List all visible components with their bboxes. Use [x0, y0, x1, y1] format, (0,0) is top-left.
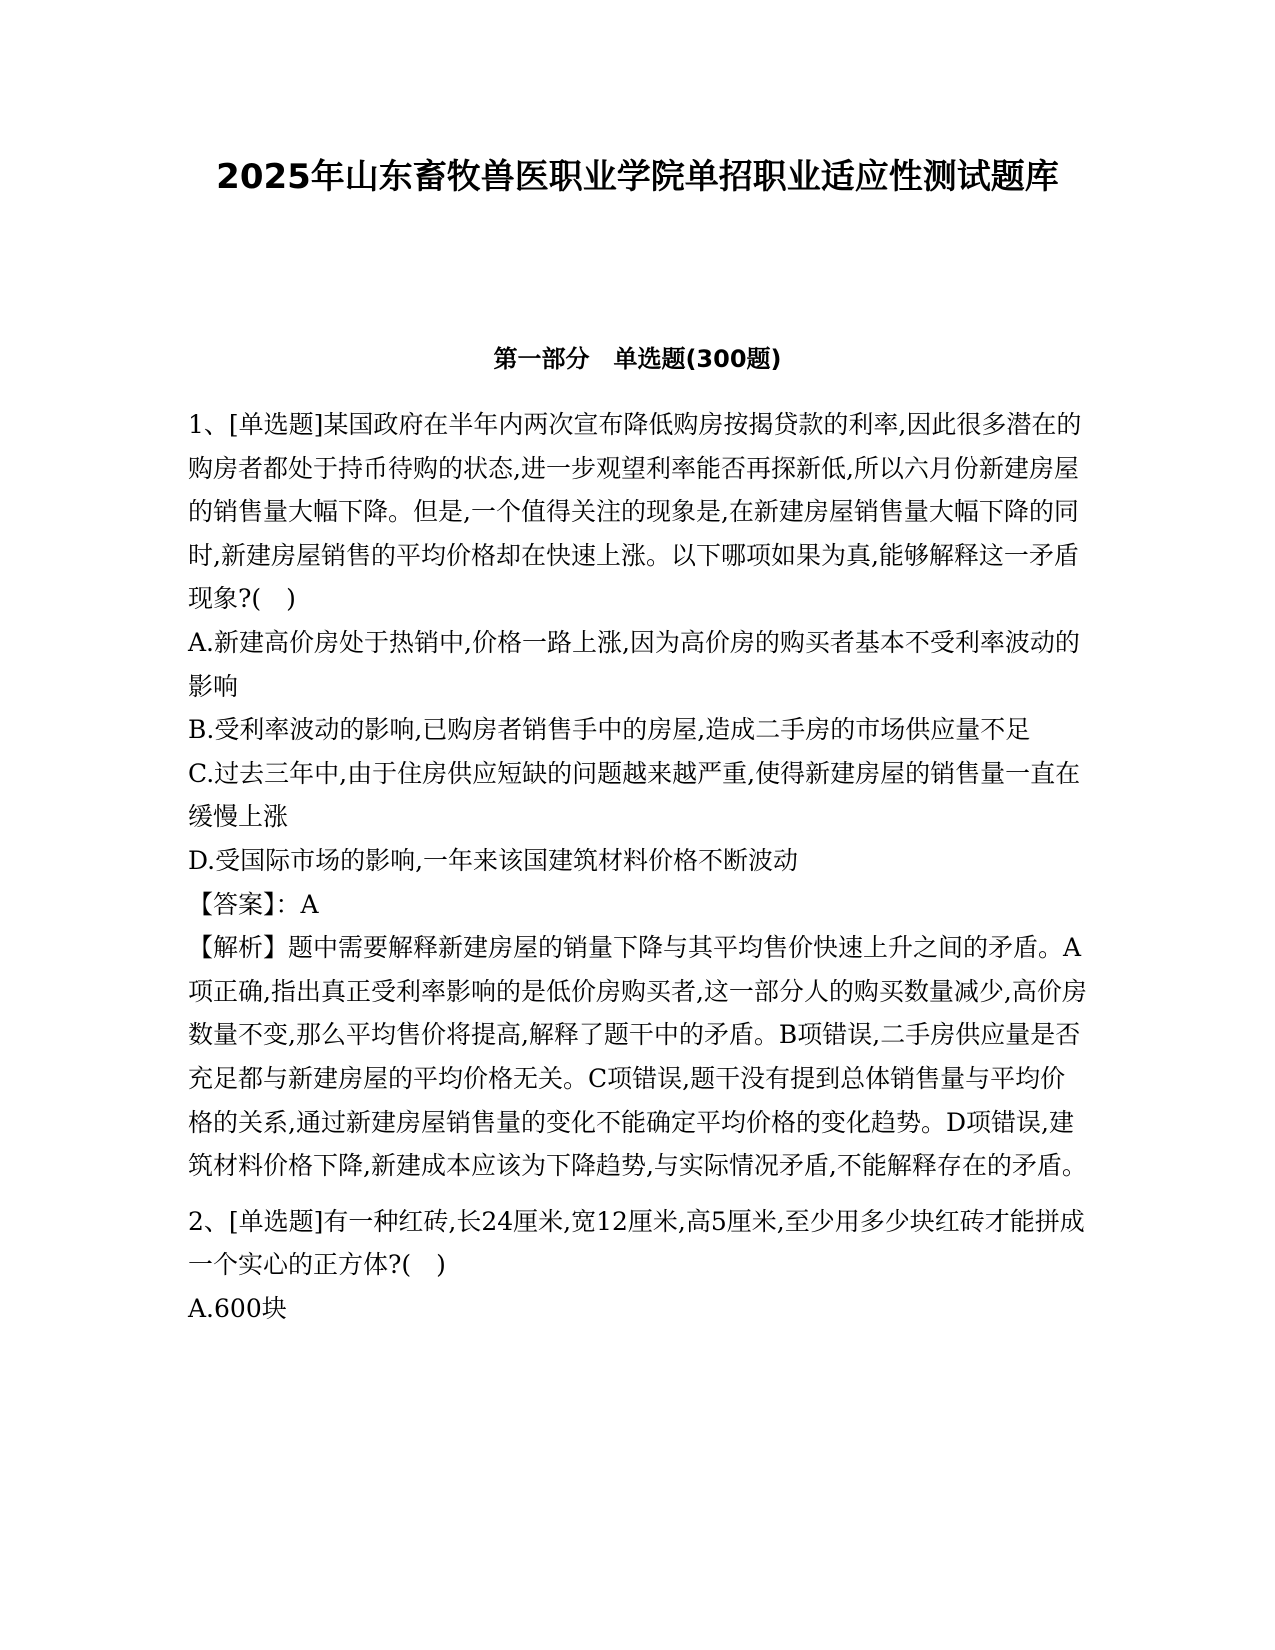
analysis-text: 【解析】题中需要解释新建房屋的销量下降与其平均售价快速上升之间的矛盾。A项正确,指出真正受利率影响的是低价房购买者,这一部分人的购买数量减少,高价房数量不变,那么平均售价将提高,解释了题干中的矛盾。B项错误,二手房供应量是否充足都与新建房屋的平均价格无关。C项错误,题干没有提到总体销售量与平均价格的关系,通过新建房屋销售量的变化不能确定平均价格的变化趋势。D项错误,建筑材料价格下降,新建成本应该为下降趋势,与实际情况矛盾,不能解释存在的矛盾。 — [188, 933, 1087, 1181]
section-title: 第一部分 单选题(300题) — [493, 345, 782, 373]
option-c: C.过去三年中,由于住房供应短缺的问题越来越严重,使得新建房屋的销售量一直在缓慢上涨 — [188, 758, 1081, 832]
question-stem: 2、[单选题]有一种红砖,长24厘米,宽12厘米,高5厘米,至少用多少块红砖才能拼成一个实心的正方体?( ) — [188, 1206, 1085, 1280]
option-b: B.受利率波动的影响,已购房者销售手中的房屋,造成二手房的市场供应量不足 — [188, 715, 1031, 745]
answer-line: 【答案】：A — [188, 889, 319, 919]
question-1 — [188, 403, 1088, 1188]
question-stem: 1、[单选题]某国政府在半年内两次宣布降低购房按揭贷款的利率,因此很多潜在的购房者都处于持币待购的状态,进一步观望利率能否再探新低,所以六月份新建房屋的销售量大幅下降。但是,一个值得关注的现象是,在新建房屋销售量大幅下降的同时,新建房屋销售的平均价格却在快速上涨。以下哪项如果为真,能够解释这一矛盾现象?( ) — [188, 410, 1082, 614]
question-2 — [188, 1200, 1088, 1331]
option-a: A.新建高价房处于热销中,价格一路上涨,因为高价房的购买者基本不受利率波动的影响 — [188, 627, 1080, 701]
question-list — [188, 403, 1088, 1330]
option-a: A.600块 — [188, 1293, 287, 1323]
option-d: D.受国际市场的影响,一年来该国建筑材料价格不断波动 — [188, 845, 799, 875]
document-title: 2025年山东畜牧兽医职业学院单招职业适应性测试题库 — [216, 157, 1059, 197]
